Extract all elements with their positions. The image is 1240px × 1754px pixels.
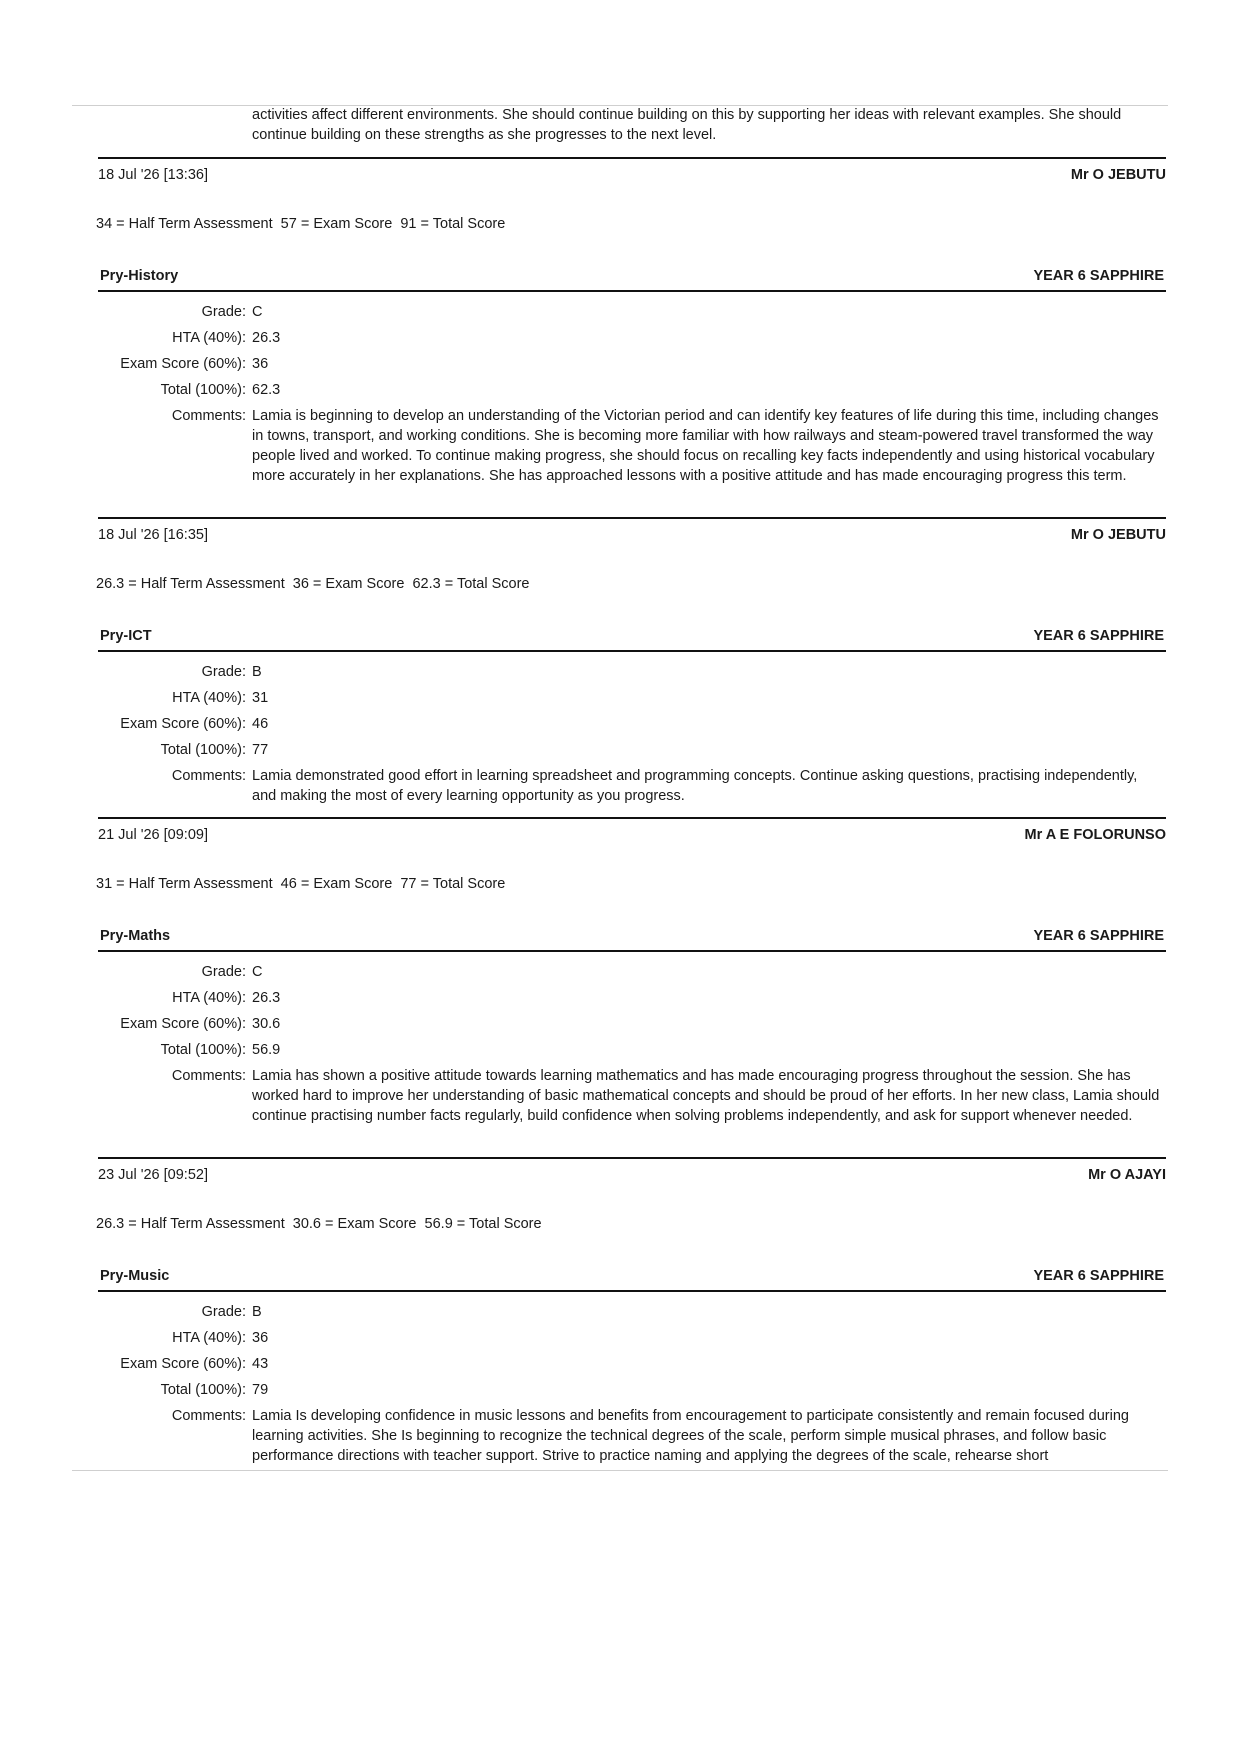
comments-label: Comments: — [171, 1068, 246, 1084]
score-summary: 26.3 = Half Term Assessment 36 = Exam Score 62.3 = Total Score — [96, 576, 530, 592]
exam-label: Exam Score (60%): — [120, 1016, 246, 1032]
total-row — [0, 380, 1240, 402]
exam-label: Exam Score (60%): — [120, 1356, 246, 1372]
exam-value: 46 — [252, 716, 269, 732]
total-value: 62.3 — [252, 382, 281, 398]
hta-label: HTA (40%): — [172, 1330, 246, 1346]
exam-value: 43 — [252, 1356, 269, 1372]
comments-label: Comments: — [171, 408, 246, 424]
hta-row — [0, 1328, 1240, 1350]
grade-label: Grade: — [201, 304, 246, 320]
total-row — [0, 1380, 1240, 1402]
comments-text: Lamia demonstrated good effort in learning spreadsheet and programming concepts. Continue asking questions, practising independently, and making the most of every learning opportunity as you progress. — [252, 768, 1138, 804]
teacher-name: Mr O JEBUTU — [1070, 527, 1166, 543]
comments-text: Lamia Is developing confidence in music lessons and benefits from encouragement to participate consistently and remain focused during learning activities. She Is beginning to recognize the technical degrees of the scale, perform simple musical phrases, and follow basic performance directions with teacher support. Strive to practice naming and applying the degrees of the scale, rehearse short — [252, 1408, 1129, 1464]
total-label: Total (100%): — [160, 1042, 246, 1058]
entry-date: 23 Jul '26 [09:52] — [98, 1167, 208, 1183]
hta-label: HTA (40%): — [172, 330, 246, 346]
grade-label: Grade: — [201, 1304, 246, 1320]
subject-name: Pry-ICT — [100, 628, 152, 644]
grade-row — [0, 962, 1240, 984]
page-bottom-rule — [72, 1470, 1168, 1471]
subject-name: Pry-History — [100, 268, 179, 284]
hta-value: 26.3 — [252, 990, 281, 1006]
subject-header — [98, 1264, 1166, 1292]
grade-value: C — [252, 964, 263, 980]
entry-date: 18 Jul '26 [16:35] — [98, 527, 208, 543]
entry-date: 18 Jul '26 [13:36] — [98, 167, 208, 183]
subject-header — [98, 264, 1166, 292]
teacher-name: Mr O JEBUTU — [1070, 167, 1166, 183]
subject-footer — [98, 817, 1166, 843]
comments-text: Lamia has shown a positive attitude towards learning mathematics and has made encouraging progress throughout the session. She has worked hard to improve her understanding of basic mathematical concepts and should be proud of her efforts. In her new class, Lamia should continue practising number facts regularly, build confidence when solving problems independently, and ask for support whenever needed. — [252, 1068, 1160, 1124]
grade-value: B — [252, 664, 262, 680]
class-name: YEAR 6 SAPPHIRE — [1033, 928, 1164, 944]
exam-row — [0, 354, 1240, 376]
score-summary: 26.3 = Half Term Assessment 30.6 = Exam Score 56.9 = Total Score — [96, 1216, 542, 1232]
exam-row — [0, 714, 1240, 736]
subject-name: Pry-Maths — [100, 928, 171, 944]
score-summary: 31 = Half Term Assessment 46 = Exam Score 77 = Total Score — [96, 876, 506, 892]
grade-label: Grade: — [201, 964, 246, 980]
total-label: Total (100%): — [160, 742, 246, 758]
exam-value: 30.6 — [252, 1016, 281, 1032]
grade-row — [0, 1302, 1240, 1324]
teacher-name: Mr O AJAYI — [1088, 1167, 1166, 1183]
class-name: YEAR 6 SAPPHIRE — [1033, 628, 1164, 644]
grade-value: C — [252, 304, 263, 320]
comments-label: Comments: — [171, 1408, 246, 1424]
grade-row — [0, 662, 1240, 684]
total-value: 79 — [252, 1382, 269, 1398]
total-label: Total (100%): — [160, 382, 246, 398]
score-summary: 34 = Half Term Assessment 57 = Exam Score 91 = Total Score — [96, 216, 506, 232]
class-name: YEAR 6 SAPPHIRE — [1033, 1268, 1164, 1284]
class-name: YEAR 6 SAPPHIRE — [1033, 268, 1164, 284]
exam-label: Exam Score (60%): — [120, 716, 246, 732]
comments-label: Comments: — [171, 768, 246, 784]
total-label: Total (100%): — [160, 1382, 246, 1398]
comments-text: Lamia is beginning to develop an understanding of the Victorian period and can identify key features of life during this time, including changes in towns, transport, and working conditions. She is becoming more familiar with how railways and steam-powered travel transformed the way people lived and worked. To continue making progress, she should focus on recalling key facts independently and using historical vocabulary more accurately in her explanations. She has approached lessons with a positive attitude and has made encouraging progress this term. — [252, 408, 1159, 484]
total-row — [0, 1040, 1240, 1062]
grade-value: B — [252, 1304, 262, 1320]
exam-label: Exam Score (60%): — [120, 356, 246, 372]
hta-value: 31 — [252, 690, 269, 706]
entry-date: 21 Jul '26 [09:09] — [98, 827, 208, 843]
exam-row — [0, 1014, 1240, 1036]
hta-label: HTA (40%): — [172, 990, 246, 1006]
exam-value: 36 — [252, 356, 269, 372]
continued-comment: activities affect different environments. She should continue building on this by supporting her ideas with relevant examples. She should continue building on these strengths as she progresses to the next level. — [252, 107, 1122, 143]
subject-header — [98, 924, 1166, 952]
hta-row — [0, 328, 1240, 350]
hta-value: 26.3 — [252, 330, 281, 346]
hta-label: HTA (40%): — [172, 690, 246, 706]
total-row — [0, 740, 1240, 762]
subject-footer — [98, 517, 1166, 543]
subject-name: Pry-Music — [100, 1268, 170, 1284]
teacher-name: Mr A E FOLORUNSO — [1024, 827, 1166, 843]
grade-label: Grade: — [201, 664, 246, 680]
grade-row — [0, 302, 1240, 324]
prev-subject-footer — [98, 157, 1166, 183]
exam-row — [0, 1354, 1240, 1376]
hta-value: 36 — [252, 1330, 269, 1346]
total-value: 56.9 — [252, 1042, 281, 1058]
hta-row — [0, 688, 1240, 710]
subject-header — [98, 624, 1166, 652]
hta-row — [0, 988, 1240, 1010]
total-value: 77 — [252, 742, 269, 758]
subject-footer — [98, 1157, 1166, 1183]
